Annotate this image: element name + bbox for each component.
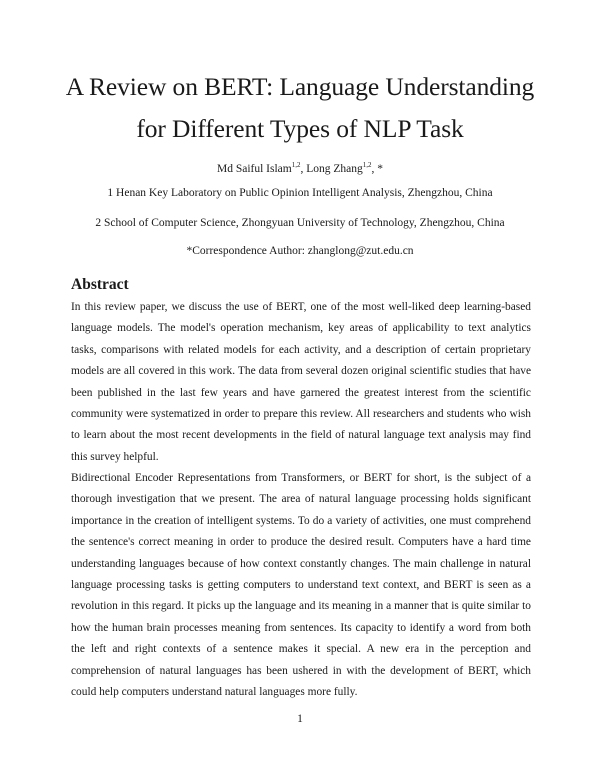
correspondence-line: *Correspondence Author: zhanglong@zut.edu.cn [186, 245, 414, 257]
title-line-1: A Review on BERT: Language Understanding [65, 72, 535, 101]
abstract-paragraph-2: Bidirectional Encoder Representations from Transformers, or BERT for short, is the subject of a thorough investigation that we present. The area of natural language processing holds significant importance in the creation of intelligent systems. To do a variety of activities, one must comprehend the sentence's correct meaning in order to produce the desired result. Computers have a hard time understanding languages because of how context constantly changes. The main challenge in natural language processing tasks is getting computers to understand text context, and BERT is seen as a revolution in this regard. It picks up the language and its meaning in a manner that is quite similar to how the human brain processes meaning from sentences. Its capacity to identify a word from both the left and right contexts of a sentence makes it special. A new era in the perception and comprehension of natural languages has been ushered in with the development of BERT, which could help computers understand natural languages more fully. [71, 472, 531, 699]
abstract-paragraph-1: In this review paper, we discuss the use of BERT, one of the most well-liked deep learning-based language models. The model's operation mechanism, key areas of applicability to text analytics tasks, comparisons with related models for each activity, and a description of certain proprietary models are all covered in this work. The data from several dozen original scientific studies that have been published in the last few years and have garnered the greatest interest from the scientific community were systematized in order to prepare this review. All researchers and students who wish to learn about the most recent developments in the field of natural language text analysis may find this survey helpful. [71, 301, 531, 463]
author-1-affil-marker: 1,2 [291, 161, 301, 169]
author-2-name: Long Zhang [306, 163, 363, 175]
abstract-heading: Abstract [71, 276, 129, 293]
corresponding-marker: , * [371, 163, 384, 175]
paper-title [30, 66, 570, 150]
affiliation-1: 1 Henan Key Laboratory on Public Opinion Intelligent Analysis, Zhengzhou, China [107, 187, 493, 199]
author-2-affil-marker: 1,2 [362, 161, 372, 169]
author-1-name: Md Saiful Islam [216, 163, 292, 175]
page-number: 1 [297, 713, 303, 725]
author-list [0, 157, 600, 177]
title-line-2: for Different Types of NLP Task [136, 114, 464, 143]
author-separator: , [300, 163, 307, 175]
affiliation-2: 2 School of Computer Science, Zhongyuan University of Technology, Zhengzhou, China [95, 217, 505, 229]
